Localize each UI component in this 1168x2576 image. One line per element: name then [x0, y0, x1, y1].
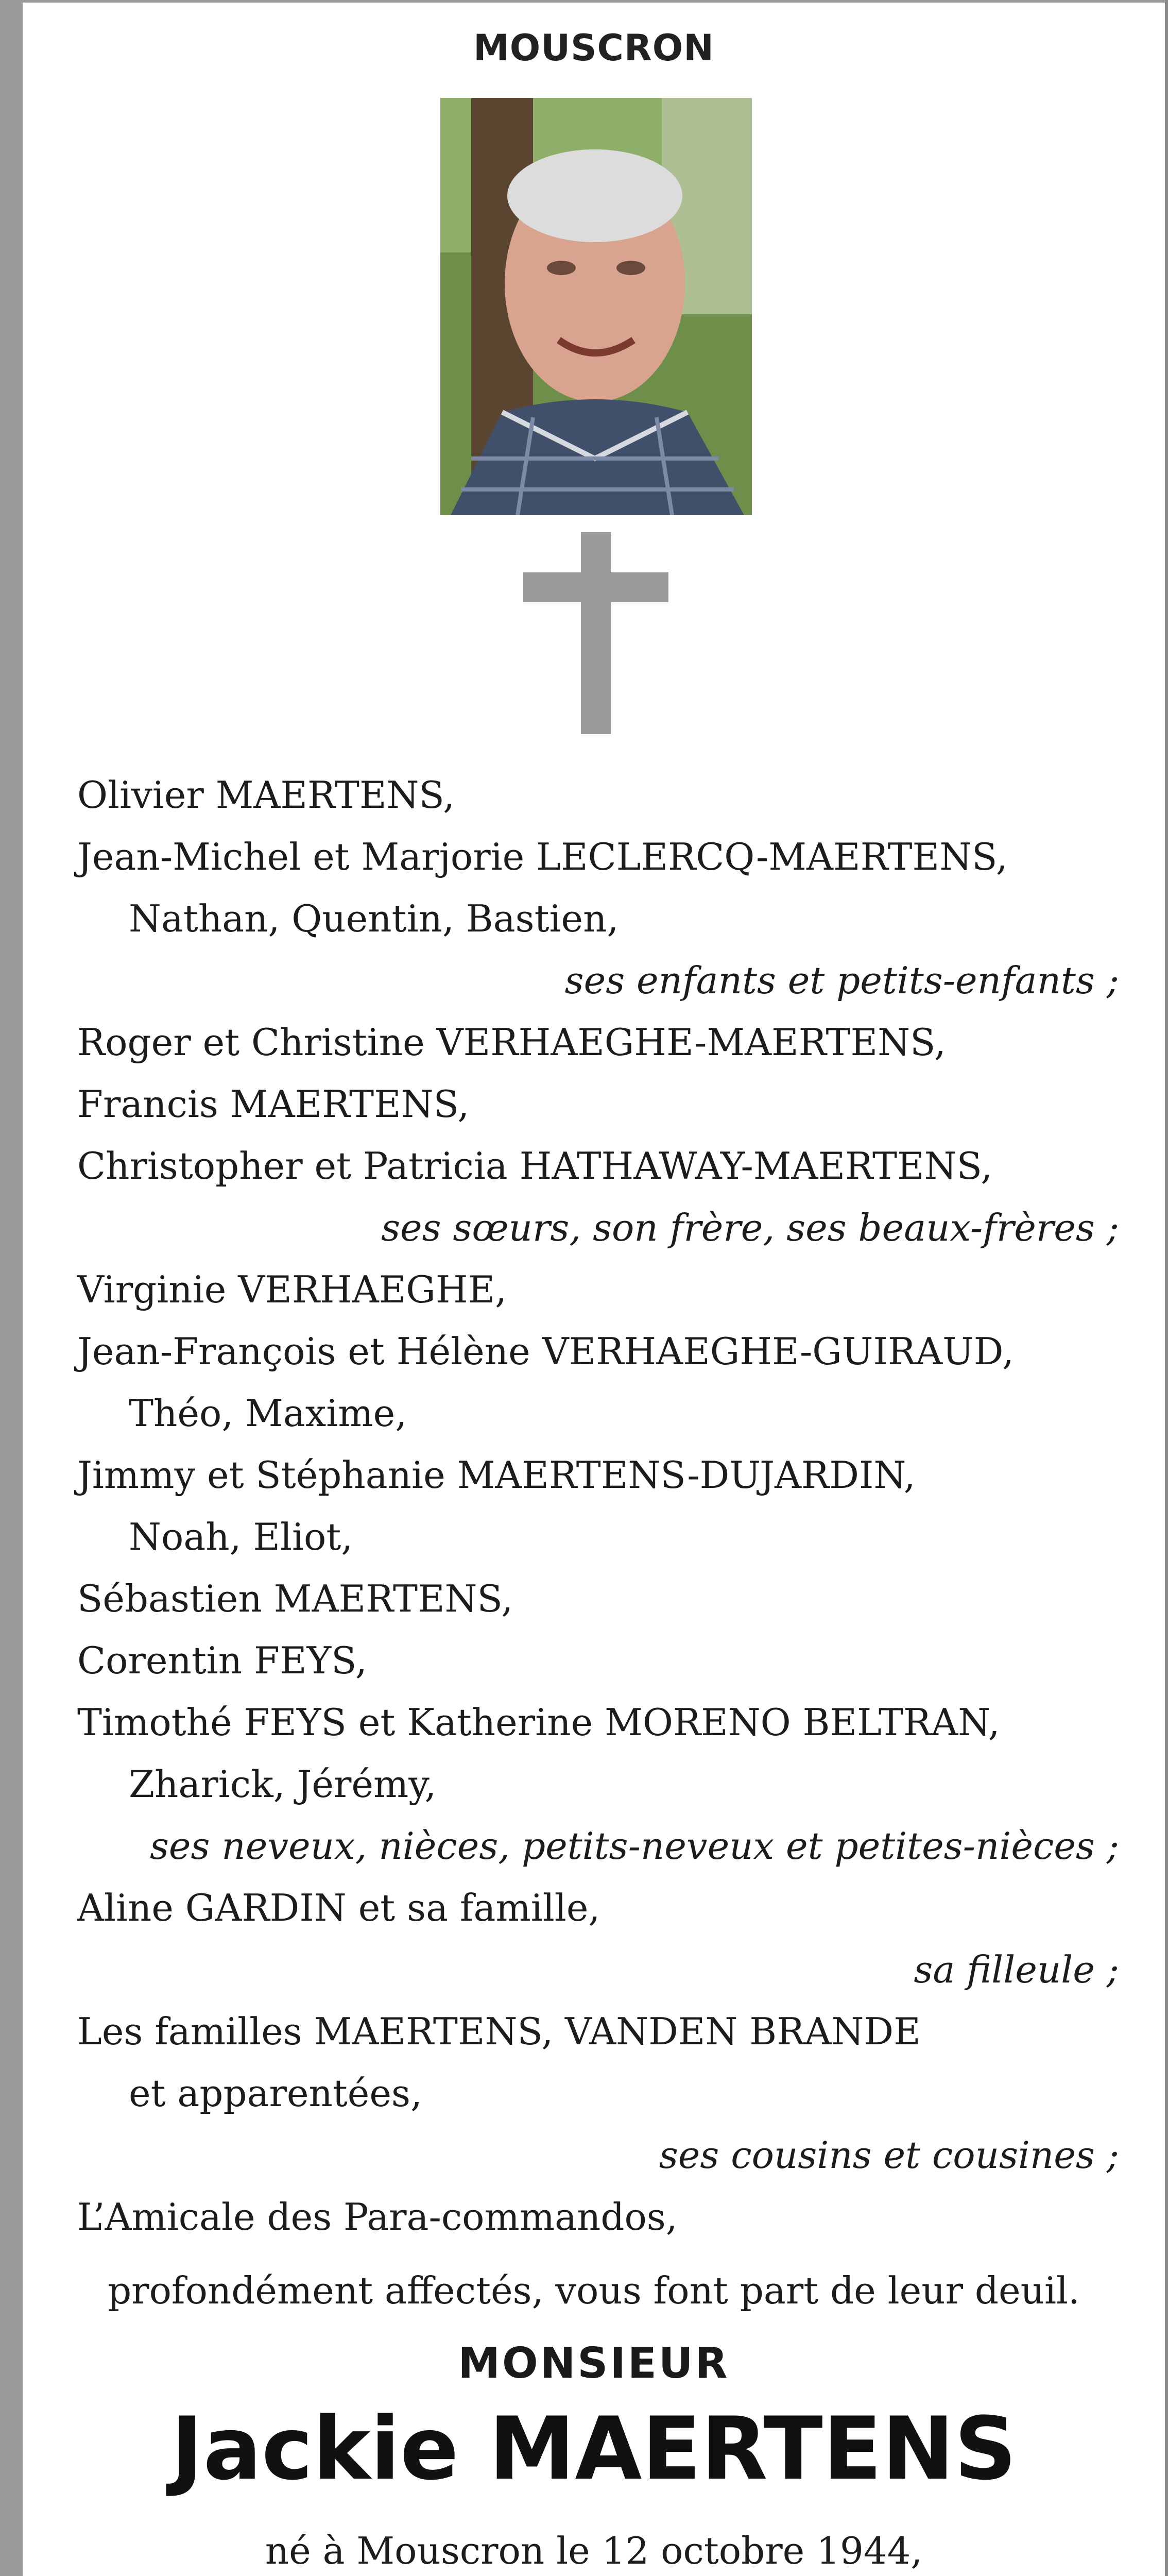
family-line: Sébastien MAERTENS,	[77, 1577, 513, 1620]
relation-caption: sa filleule ;	[914, 1948, 1119, 1991]
birth-line: né à Mouscron le 12 octobre 1944,	[265, 2529, 923, 2572]
family-line: Nathan, Quentin, Bastien,	[129, 897, 619, 940]
family-line: Zharick, Jérémy,	[129, 1762, 437, 1806]
announcement-text: profondément affectés, vous font part de leur deuil.	[108, 2269, 1080, 2312]
family-line: Jimmy et Stéphanie MAERTENS-DUJARDIN,	[77, 1453, 916, 1497]
family-line: Christopher et Patricia HATHAWAY-MAERTENS,	[77, 1144, 993, 1188]
family-line: L’Amicale des Para-commandos,	[77, 2195, 678, 2239]
family-line: Olivier MAERTENS,	[77, 773, 455, 817]
portrait-photo	[440, 98, 752, 515]
relation-caption: ses enfants et petits-enfants ;	[564, 959, 1119, 1002]
family-line: Les familles MAERTENS, VANDEN BRANDE	[77, 2010, 921, 2053]
relation-caption: ses neveux, nièces, petits-neveux et petites-nièces ;	[149, 1824, 1119, 1868]
deceased-name: Jackie MAERTENS	[171, 2398, 1017, 2499]
family-line: Virginie VERHAEGHE,	[77, 1268, 507, 1311]
left-border-bar	[0, 0, 23, 2576]
city-header: MOUSCRON	[473, 27, 714, 69]
family-line: Corentin FEYS,	[77, 1639, 367, 1682]
relation-caption: ses sœurs, son frère, ses beaux-frères ;	[381, 1206, 1119, 1249]
family-line: Roger et Christine VERHAEGHE-MAERTENS,	[77, 1021, 946, 1064]
deceased-title: MONSIEUR	[458, 2339, 730, 2388]
right-border-bar	[1165, 0, 1168, 2576]
cross-icon	[523, 532, 668, 734]
family-line: Francis MAERTENS,	[77, 1082, 470, 1126]
top-border	[23, 0, 1165, 3]
family-line: Noah, Eliot,	[129, 1515, 353, 1558]
family-line: Jean-François et Hélène VERHAEGHE-GUIRAUD,	[77, 1330, 1014, 1373]
family-line: Aline GARDIN et sa famille,	[77, 1886, 600, 1929]
family-line: Jean-Michel et Marjorie LECLERCQ-MAERTENS,	[77, 835, 1008, 878]
family-line: Théo, Maxime,	[129, 1392, 407, 1435]
family-line: et apparentées,	[129, 2072, 422, 2115]
family-line: Timothé FEYS et Katherine MORENO BELTRAN,	[77, 1701, 1000, 1744]
relation-caption: ses cousins et cousines ;	[659, 2133, 1119, 2177]
